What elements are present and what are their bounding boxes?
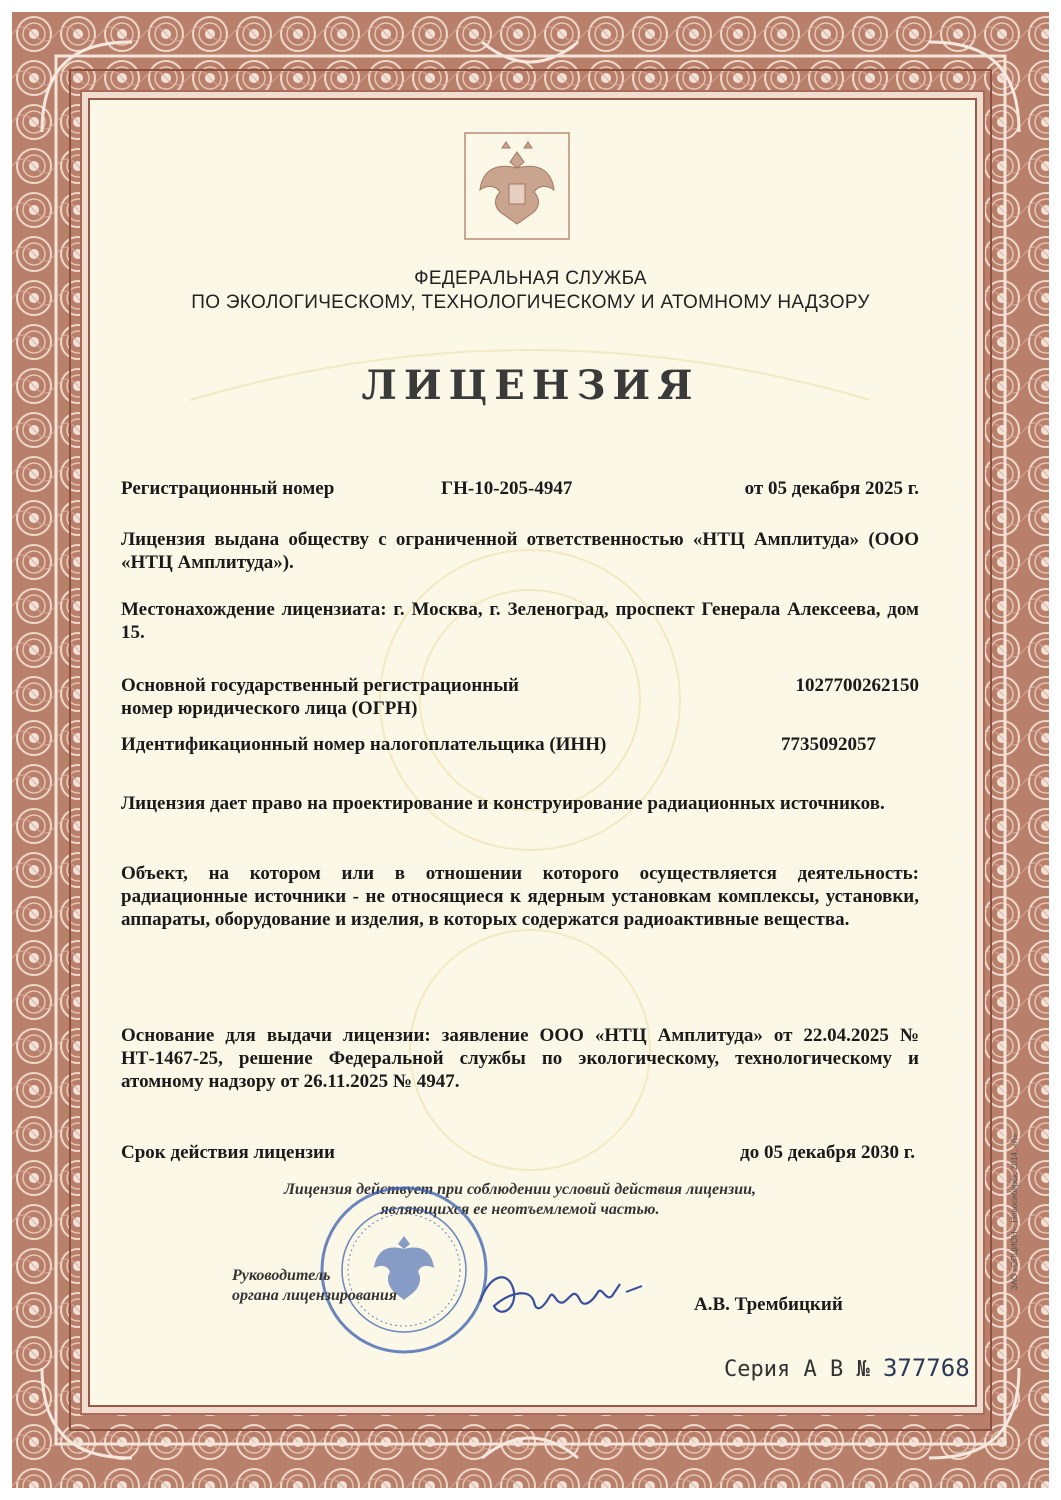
- validity-value: до 05 декабря 2030 г.: [740, 1142, 915, 1163]
- signatory-title-line2: органа лицензирования: [232, 1287, 397, 1304]
- conditions-note-line1: Лицензия действует при соблюдении условий действия лицензии,: [283, 1181, 757, 1198]
- inn-row: [121, 734, 919, 756]
- signatory-title: [232, 1266, 397, 1306]
- conditions-note-line2: являющихся ее неотъемлемой частью.: [380, 1201, 660, 1218]
- handwritten-signature: [470, 1262, 650, 1332]
- series-number: 377768: [882, 1354, 970, 1382]
- registration-row: [121, 478, 919, 500]
- printer-mark: ЗАО «ОПЦИОН», Новосибирск, 2014, «А»: [1010, 1133, 1019, 1290]
- coat-of-arms-icon: [464, 132, 570, 240]
- ogrn-value: 1027700262150: [795, 675, 919, 696]
- series-prefix: Серия А В №: [724, 1357, 870, 1382]
- location-paragraph: Местонахождение лицензиата: г. Москва, г. Зеленоград, проспект Генерала Алексеева, дом 15.: [121, 599, 919, 643]
- validity-row: [121, 1142, 919, 1164]
- conditions-note: [121, 1180, 919, 1220]
- validity-label: Срок действия лицензии: [121, 1142, 335, 1163]
- signatory-title-line1: Руководитель: [232, 1267, 331, 1284]
- signatory-name: А.В. Трембицкий: [694, 1294, 843, 1315]
- object-paragraph: Объект, на котором или в отношении которого осуществляется деятельность: радиационные источники - не относящиеся к ядерным установкам комплексы, установки, аппараты, оборудование и изделия, в которых содержатся радиоактивные вещества.: [121, 863, 919, 930]
- agency-name-line2: ПО ЭКОЛОГИЧЕСКОМУ, ТЕХНОЛОГИЧЕСКОМУ И АТОМНОМУ НАДЗОРУ: [191, 292, 870, 313]
- agency-name-line1: ФЕДЕРАЛЬНАЯ СЛУЖБА: [414, 268, 647, 289]
- inn-value: 7735092057: [781, 734, 876, 755]
- document-title: ЛИЦЕНЗИЯ: [361, 362, 700, 409]
- form-series: [724, 1354, 970, 1382]
- basis-paragraph: Основание для выдачи лицензии: заявление ООО «НТЦ Амплитуда» от 22.04.2025 № НТ-1467-25, решение Федеральной службы по экологическому, технологическому и атомному надзору от 26.11.2025 № 4947.: [121, 1025, 919, 1092]
- registration-number: ГН-10-205-4947: [441, 478, 573, 499]
- registration-label: Регистрационный номер: [121, 478, 335, 499]
- activity-right-paragraph: Лицензия дает право на проектирование и конструирование радиационных источников.: [121, 793, 885, 814]
- issued-to-paragraph: Лицензия выдана обществу с ограниченной ответственностью «НТЦ Амплитуда» (ООО «НТЦ Амплитуда»).: [121, 529, 919, 573]
- registration-date: от 05 декабря 2025 г.: [744, 478, 919, 499]
- ogrn-row: [121, 674, 919, 720]
- ogrn-label-line2: номер юридического лица (ОГРН): [121, 698, 418, 719]
- inn-label: Идентификационный номер налогоплательщика (ИНН): [121, 734, 607, 755]
- ogrn-label-line1: Основной государственный регистрационный: [121, 675, 520, 696]
